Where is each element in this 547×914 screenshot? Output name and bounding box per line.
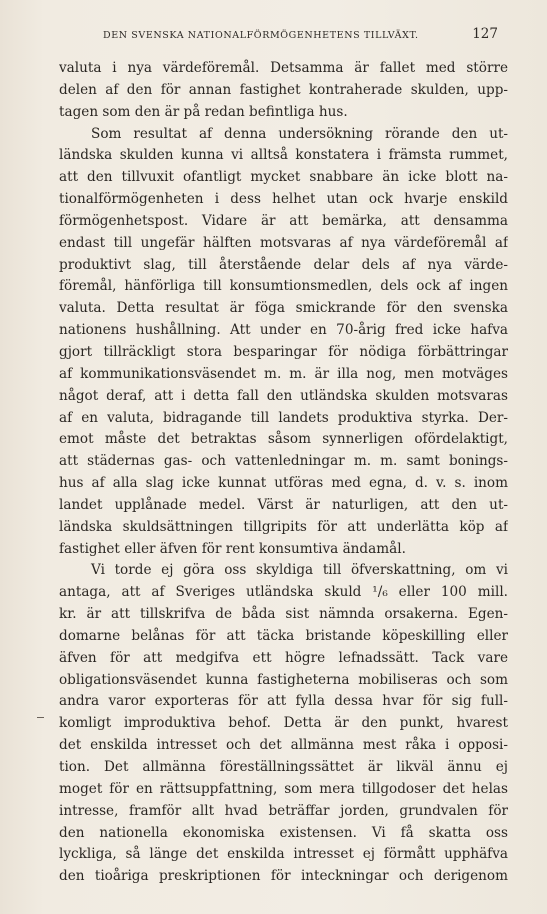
text-line: hus af alla slag icke kunnat utföras med egna, d. v. s. inom <box>59 475 508 492</box>
margin-mark <box>37 717 44 718</box>
text-line: endast till ungefär hälften motsvaras af nya värdeföremål af <box>59 234 508 251</box>
text-line: förmögenhetspost. Vidare är att bemärka, att densamma <box>59 212 508 229</box>
running-title: DEN SVENSKA NATIONALFÖRMÖGENHETENS TILLVÄXT. <box>103 30 419 41</box>
text-line: Som resultat af denna undersökning rörande den ut- <box>91 125 508 142</box>
text-line: domarne belånas för att täcka bristande köpeskilling eller <box>59 627 508 644</box>
text-line: att städernas gas- och vattenledningar m. m. samt bonings- <box>59 453 508 470</box>
text-line: antaga, att af Sveriges utländska skuld ¹/₆ eller 100 mill. <box>59 584 508 601</box>
text-line: ländska skulden kunna vi alltså konstatera i främsta rummet, <box>59 147 508 164</box>
text-line: gjort tillräckligt stora besparingar för nödiga förbättringar <box>59 343 508 360</box>
text-line: lyckliga, så länge det enskilda intresset ej förmått upphäfva <box>59 846 508 863</box>
text-line: nationens hushållning. Att under en 70-årig fred icke hafva <box>59 322 508 339</box>
page-header <box>103 26 498 46</box>
text-line: delen af den för annan fastighet kontraherade skulden, upp- <box>59 81 508 98</box>
text-line: den tioåriga preskriptionen för inteckningar och derigenom <box>59 868 508 885</box>
text-line: tagen som den är på redan befintliga hus. <box>59 103 348 120</box>
page-number: 127 <box>472 26 498 42</box>
text-line: valuta. Detta resultat är föga smickrande för den svenska <box>59 300 508 317</box>
text-line: produktivt slag, till återstående delar dels af nya värde- <box>59 256 508 273</box>
text-line: af kommunikationsväsendet m. m. är illa nog, men motväges <box>59 365 508 382</box>
text-line: det enskilda intresset och det allmänna mest råka i opposi- <box>59 737 508 754</box>
text-line: landet upplånade medel. Värst är naturligen, att den ut- <box>59 496 508 513</box>
text-line: fastighet eller äfven för rent konsumtiva ändamål. <box>59 540 406 557</box>
text-line: kr. är att tillskrifva de båda sist nämnda orsakerna. Egen- <box>59 606 508 623</box>
text-line: moget för en rättsuppfattning, som mera tillgodoser det helas <box>59 780 508 797</box>
text-line: intresse, framför allt hvad beträffar jorden, grundvalen för <box>59 802 508 819</box>
text-line: Vi torde ej göra oss skyldiga till öfverskattning, om vi <box>91 562 508 579</box>
body-text <box>59 58 508 888</box>
text-line: något deraf, att i detta fall den utländska skulden motsvaras <box>59 387 508 404</box>
text-line: af en valuta, bidragande till landets produktiva styrka. Der- <box>59 409 508 426</box>
text-line: ländska skuldsättningen tillgripits för att underlätta köp af <box>59 518 508 535</box>
text-line: äfven för att medgifva ett högre lefnadssätt. Tack vare <box>59 649 508 666</box>
text-line: att den tillvuxit ofantligt mycket snabbare än icke blott na- <box>59 169 508 186</box>
text-line: valuta i nya värdeföremål. Detsamma är fallet med större <box>59 60 508 76</box>
text-line: komligt improduktiva behof. Detta är den punkt, hvarest <box>59 715 508 732</box>
text-line: obligationsväsendet kunna fastigheterna mobiliseras och som <box>59 671 508 688</box>
text-line: andra varor exporteras för att fylla dessa hvar för sig full- <box>59 693 508 710</box>
text-line: den nationella ekonomiska existensen. Vi få skatta oss <box>59 824 508 841</box>
text-line: tionalförmögenheten i dess helhet utan ock hvarje enskild <box>59 191 508 208</box>
text-line: tion. Det allmänna föreställningssättet är likväl ännu ej <box>59 759 508 775</box>
text-line: emot måste det betraktas såsom synnerligen ofördelaktigt, <box>59 431 508 448</box>
text-line: föremål, hänförliga till konsumtionsmedlen, dels ock af ingen <box>59 278 508 295</box>
